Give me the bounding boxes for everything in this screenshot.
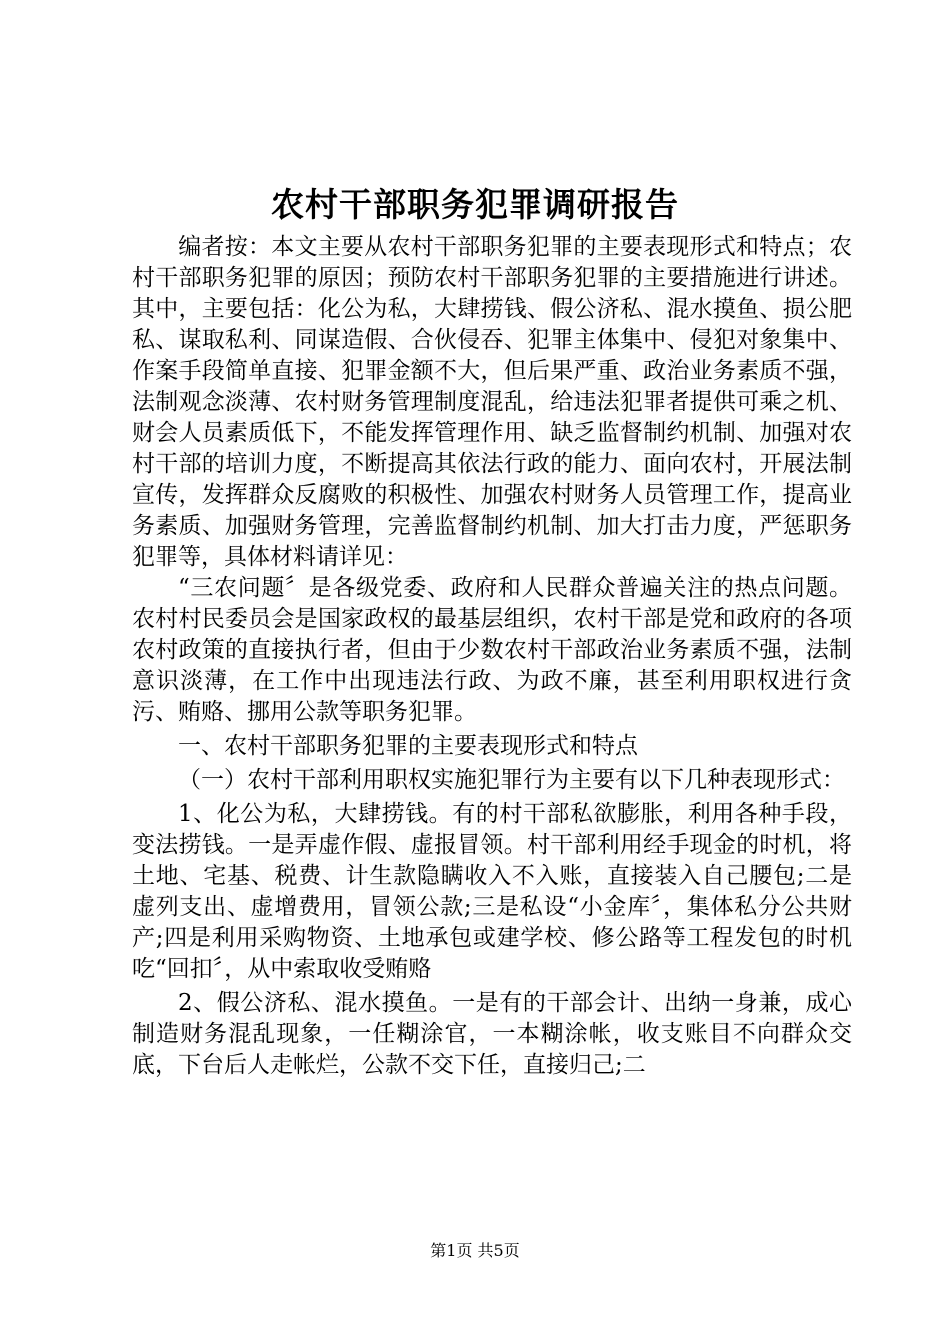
- paragraph-text: 1、化公为私，大肆捞钱。有的村干部私欲膨胀，利用各种手段，变法捞钱。一是弄虚作假、虚报冒领。村干部利用经手现金的时机，将土地、宅基、税费、计生款隐瞒收入不入账，直接装入自己腰包;二是虚列支出、虚增费用，冒领公款;三是私设“小金库〞，集体私分公共财产;四是利用采购物资、土地承包或建学校、修公路等工程发包的时机吃“回扣〞，从中索取收受贿赂: [132, 801, 852, 982]
- page-footer: 第1页 共5页: [430, 1241, 520, 1260]
- paragraph-item-1: [132, 799, 852, 985]
- section-heading-1: [132, 731, 852, 762]
- subsection-heading-1: [132, 765, 852, 796]
- paragraph-text: 一、农村干部职务犯罪的主要表现形式和特点: [178, 733, 638, 759]
- paragraph-text: “三农问题〞是各级党委、政府和人民群众普遍关注的热点问题。农村村民委员会是国家政权的最基层组织，农村干部是党和政府的各项农村政策的直接执行者，但由于少数农村干部政治业务素质不强，法制意识淡薄，在工作中出现违法行政、为政不廉，甚至利用职权进行贪污、贿赂、挪用公款等职务犯罪。: [132, 575, 852, 725]
- paragraph-text: 编者按：本文主要从农村干部职务犯罪的主要表现形式和特点；农村干部职务犯罪的原因；预防农村干部职务犯罪的主要措施进行讲述。其中，主要包括：化公为私，大肆捞钱、假公济私、混水摸鱼、损公肥私、谋取私利、同谋造假、合伙侵吞、犯罪主体集中、侵犯对象集中、作案手段简单直接、犯罪金额不大，但后果严重、政治业务素质不强，法制观念淡薄、农村财务管理制度混乱，给违法犯罪者提供可乘之机、财会人员素质低下，不能发挥管理作用、缺乏监督制约机制、加强对农村干部的培训力度，不断提高其依法行政的能力、面向农村，开展法制宣传，发挥群众反腐败的积极性、加强农村财务人员管理工作，提高业务素质、加强财务管理，完善监督制约机制、加大打击力度，严惩职务犯罪等，具体材料请详见：: [132, 234, 852, 570]
- paragraph-text: 2、假公济私、混水摸鱼。一是有的干部会计、出纳一身兼，成心制造财务混乱现象，一任糊涂官，一本糊涂帐，收支账目不向群众交底，下台后人走帐烂，公款不交下任，直接归己;二: [132, 990, 852, 1078]
- paragraph-text: （一）农村干部利用职权实施犯罪行为主要有以下几种表现形式：: [178, 767, 845, 793]
- paragraph-item-2: [132, 988, 852, 1081]
- paragraph-editor-note: [132, 232, 852, 573]
- paragraph-intro: [132, 573, 852, 728]
- document-body: [132, 232, 852, 1081]
- document-title: 农村干部职务犯罪调研报告: [271, 185, 679, 224]
